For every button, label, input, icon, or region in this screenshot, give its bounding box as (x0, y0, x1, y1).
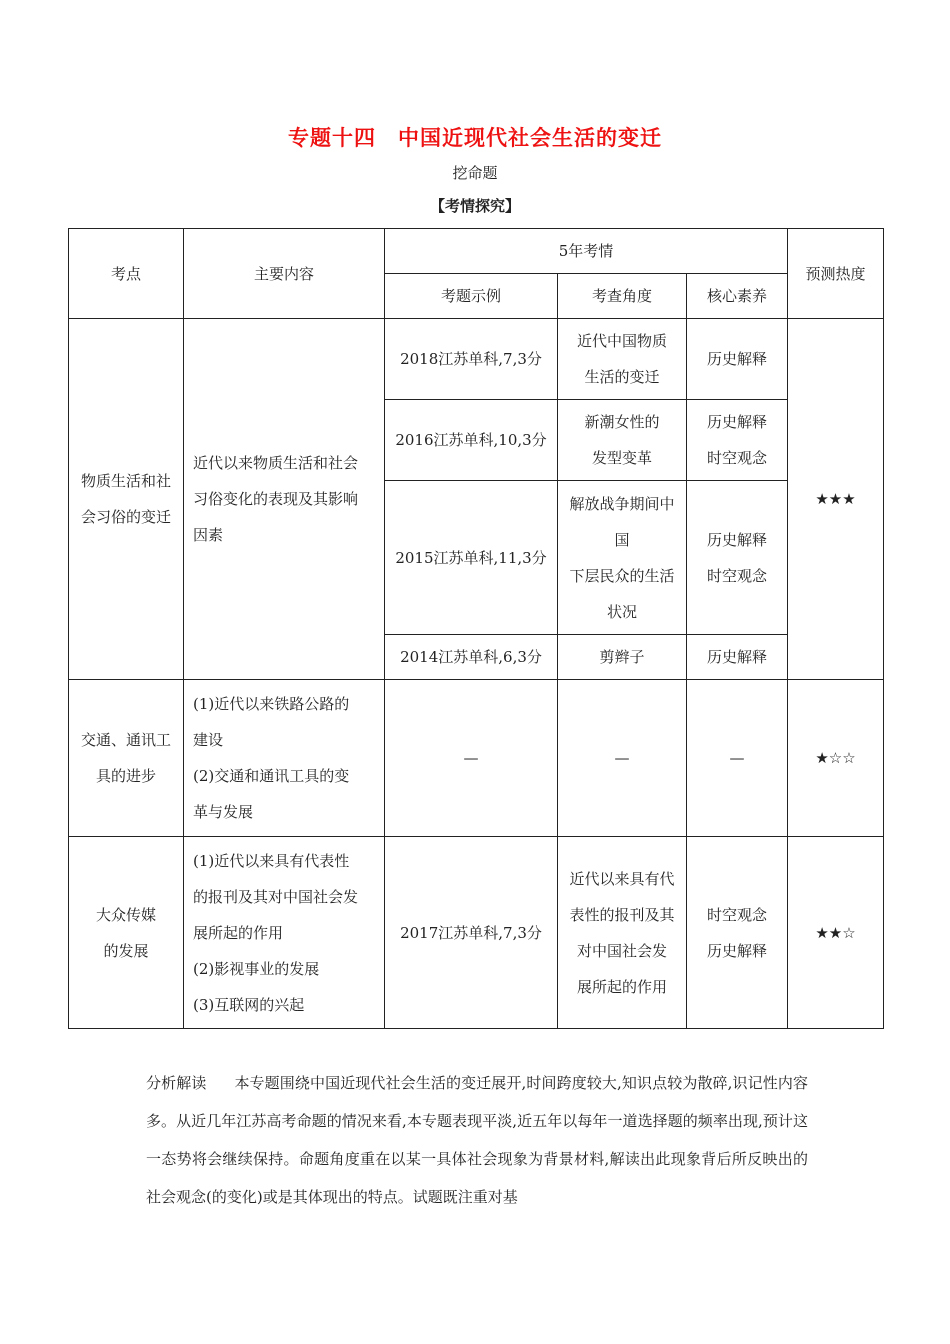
analysis-paragraph (146, 1064, 808, 1216)
analysis-text: 本专题围绕中国近现代社会生活的变迁展开,时间跨度较大,知识点较为散碎,识记性内容多。从近几年江苏高考命题的情况来看,本专题表现平淡,近五年以每年一道选择题的频率出现,预计这一态势将会继续保持。命题角度重在以某一具体社会现象为背景材料,解读出此现象背后所反映出的社会观念(的变化)或是其体现出的特点。试题既注重对基 (146, 1074, 808, 1206)
forecast-rating: ★★★ (788, 319, 884, 680)
topic-cell: 大众传媒 的发展 (69, 837, 184, 1029)
angle-cell: 剪辫子 (558, 635, 687, 680)
table-row (69, 680, 884, 837)
literacy-cell: 时空观念 历史解释 (687, 837, 788, 1029)
literacy-cell: 历史解释 时空观念 (687, 481, 788, 635)
literacy-cell: — (687, 680, 788, 837)
forecast-rating: ★★☆ (788, 837, 884, 1029)
angle-cell: 近代以来具有代 表性的报刊及其 对中国社会发 展所起的作用 (558, 837, 687, 1029)
example-cell: 2016江苏单科,10,3分 (385, 400, 558, 481)
page-title: 专题十四 中国近现代社会生活的变迁 (288, 125, 662, 150)
example-cell: 2018江苏单科,7,3分 (385, 319, 558, 400)
header-forecast: 预测热度 (788, 229, 884, 319)
header-example: 考题示例 (385, 274, 558, 319)
content-cell: (1)近代以来具有代表性 的报刊及其对中国社会发 展所起的作用 (2)影视事业的发展 (3)互联网的兴起 (184, 837, 385, 1029)
exam-analysis-table (68, 228, 884, 1029)
example-cell: 2015江苏单科,11,3分 (385, 481, 558, 635)
header-angle: 考查角度 (558, 274, 687, 319)
angle-cell: — (558, 680, 687, 837)
page-subtitle: 挖命题 (452, 164, 498, 182)
analysis-label: 分析解读 (146, 1074, 207, 1092)
example-cell: 2017江苏单科,7,3分 (385, 837, 558, 1029)
angle-cell: 近代中国物质 生活的变迁 (558, 319, 687, 400)
table-row (69, 837, 884, 1029)
header-five-year: 5年考情 (385, 229, 788, 274)
table-row (69, 319, 884, 400)
angle-cell: 新潮女性的 发型变革 (558, 400, 687, 481)
header-kaodian: 考点 (69, 229, 184, 319)
header-content: 主要内容 (184, 229, 385, 319)
angle-cell: 解放战争期间中 国 下层民众的生活 状况 (558, 481, 687, 635)
literacy-cell: 历史解释 (687, 635, 788, 680)
content-cell: 近代以来物质生活和社会 习俗变化的表现及其影响 因素 (184, 319, 385, 680)
content-cell: (1)近代以来铁路公路的 建设 (2)交通和通讯工具的变 革与发展 (184, 680, 385, 837)
header-literacy: 核心素养 (687, 274, 788, 319)
example-cell: 2014江苏单科,6,3分 (385, 635, 558, 680)
literacy-cell: 历史解释 (687, 319, 788, 400)
forecast-rating: ★☆☆ (788, 680, 884, 837)
section-heading: 【考情探究】 (429, 197, 520, 215)
example-cell: — (385, 680, 558, 837)
literacy-cell: 历史解释 时空观念 (687, 400, 788, 481)
topic-cell: 交通、通讯工 具的进步 (69, 680, 184, 837)
topic-cell: 物质生活和社 会习俗的变迁 (69, 319, 184, 680)
